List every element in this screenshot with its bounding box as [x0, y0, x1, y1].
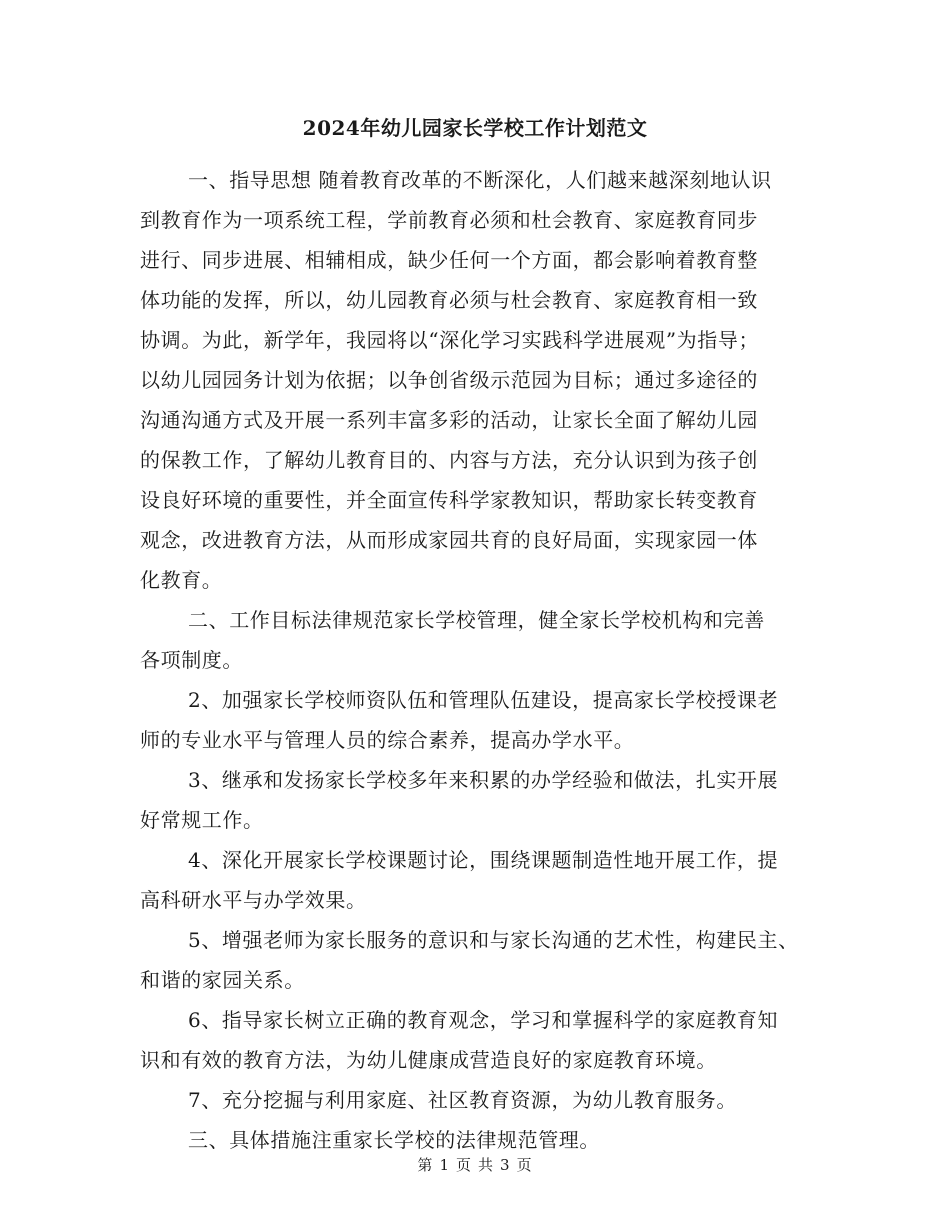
- paragraph-line: 各项制度。: [140, 648, 243, 672]
- footer-suffix: 页: [516, 1156, 533, 1174]
- paragraph-line: 5、增强老师为家长服务的意识和与家长沟通的艺术性，构建民主、: [188, 928, 799, 952]
- footer-page-word: 页: [455, 1156, 472, 1174]
- paragraph-line: 的保教工作，了解幼儿教育目的、内容与方法，充分认识到为孩子创: [140, 448, 758, 472]
- paragraph-line: 2、加强家长学校师资队伍和管理队伍建设，提高家长学校授课老: [188, 688, 779, 712]
- footer-prefix: 第: [417, 1156, 434, 1174]
- paragraph-line: 设良好环境的重要性，并全面宣传科学家教知识，帮助家长转变教育: [140, 488, 758, 512]
- paragraph-line: 6、指导家长树立正确的教育观念，学习和掌握科学的家庭教育知: [188, 1008, 779, 1032]
- footer-current-page: 1: [439, 1156, 450, 1174]
- paragraph-line: 三、具体措施注重家长学校的法律规范管理。: [188, 1128, 600, 1152]
- page-footer: [0, 1155, 950, 1175]
- paragraph-line: 到教育作为一项系统工程，学前教育必须和杜会教育、家庭教育同步: [140, 208, 758, 232]
- paragraph-line: 3、继承和发扬家长学校多年来积累的办学经验和做法，扎实开展: [188, 768, 779, 792]
- paragraph-line: 师的专业水平与管理人员的综合素养，提高办学水平。: [140, 728, 635, 752]
- paragraph-line: 4、深化开展家长学校课题讨论，围绕课题制造性地开展工作，提: [188, 848, 779, 872]
- paragraph-line: 化教育。: [140, 568, 223, 592]
- paragraph-line: 进行、同步进展、相辅相成，缺少任何一个方面，都会影响着教育整: [140, 248, 758, 272]
- paragraph-line: 沟通沟通方式及开展一系列丰富多彩的活动，让家长全面了解幼儿园: [140, 408, 758, 432]
- document-body: [140, 160, 830, 1160]
- document-title: 2024年幼儿园家长学校工作计划范文: [302, 116, 648, 140]
- paragraph-line: 一、指导思想 随着教育改革的不断深化，人们越来越深刻地认识: [188, 168, 772, 192]
- paragraph-line: 以幼儿园园务计划为依据；以争创省级示范园为目标；通过多途径的: [140, 368, 758, 392]
- paragraph-line: 7、充分挖掘与利用家庭、社区教育资源，为幼儿教育服务。: [188, 1088, 737, 1112]
- paragraph-line: 识和有效的教育方法，为幼儿健康成营造良好的家庭教育环境。: [140, 1048, 717, 1072]
- footer-total-pages: 3: [500, 1156, 511, 1174]
- footer-total-word: 共: [478, 1156, 495, 1174]
- paragraph-line: 好常规工作。: [140, 808, 264, 832]
- paragraph-line: 协调。为此，新学年，我园将以“深化学习实践科学进展观”为指导；: [140, 328, 760, 352]
- paragraph-line: 二、工作目标法律规范家长学校管理，健全家长学校机构和完善: [188, 608, 765, 632]
- paragraph-line: 和谐的家园关系。: [140, 968, 305, 992]
- paragraph-line: 体功能的发挥，所以，幼儿园教育必须与杜会教育、家庭教育相一致: [140, 288, 758, 312]
- paragraph-line: 高科研水平与办学效果。: [140, 888, 367, 912]
- paragraph-line: 观念，改进教育方法，从而形成家园共育的良好局面，实现家园一体: [140, 528, 758, 552]
